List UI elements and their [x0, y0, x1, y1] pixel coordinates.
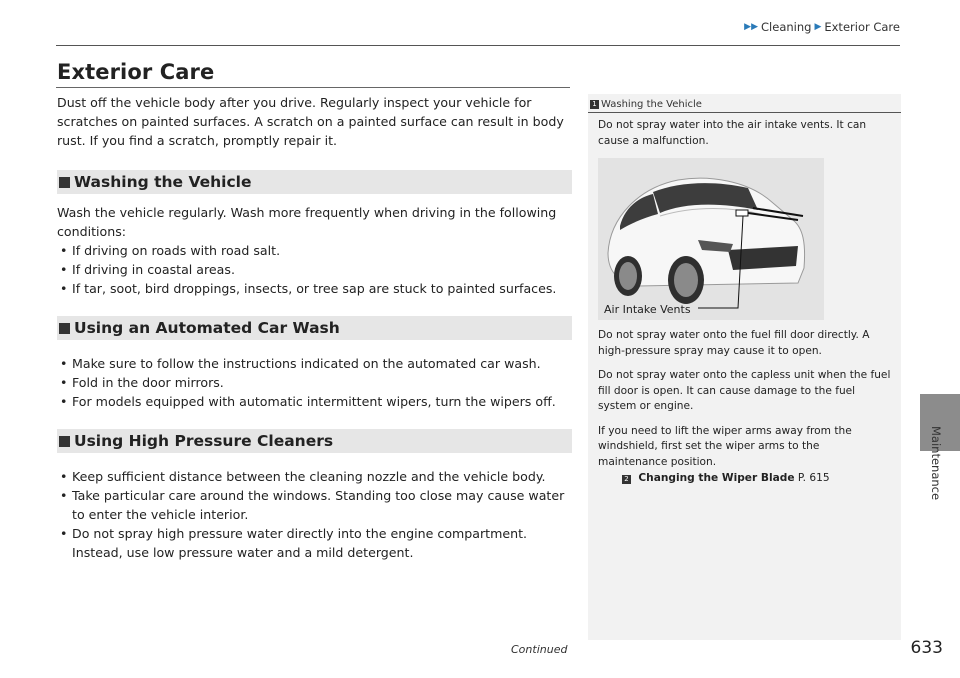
- main-content: [57, 93, 572, 562]
- car-icon: [598, 158, 824, 320]
- cross-reference[interactable]: [598, 471, 891, 486]
- breadcrumb-item-exterior-care[interactable]: Exterior Care: [824, 20, 900, 34]
- sidebar-paragraph: If you need to lift the wiper arms away from the windshield, first set the wiper arms to the maintenance position.: [598, 424, 852, 468]
- washing-list: [57, 241, 572, 298]
- breadcrumb-arrow-icon: ▶▶: [744, 22, 759, 32]
- square-bullet-icon: [59, 323, 70, 334]
- high-pressure-list: [57, 467, 572, 562]
- section-tab-label: Maintenance: [929, 426, 943, 501]
- list-item: • If tar, soot, bird droppings, insects, or tree sap are stuck to painted surfaces.: [57, 279, 572, 298]
- section-heading-text: Using an Automated Car Wash: [74, 319, 340, 337]
- sidebar-paragraph: Do not spray water onto the capless unit when the fuel fill door is open. It can cause damage to the fuel system or engine.: [598, 369, 891, 412]
- continued-label: Continued: [511, 643, 568, 656]
- square-bullet-icon: [59, 177, 70, 188]
- note-number-badge: 1: [590, 100, 599, 109]
- breadcrumb-item-cleaning[interactable]: Cleaning: [761, 20, 812, 34]
- page-title: Exterior Care: [57, 60, 215, 84]
- section-heading-high-pressure: [57, 429, 572, 453]
- list-item: • If driving in coastal areas.: [57, 260, 572, 279]
- sidebar-paragraph: Do not spray water onto the fuel fill door directly. A high-pressure spray may cause it to open.: [598, 329, 870, 357]
- image-label: Air Intake Vents: [604, 303, 691, 316]
- square-bullet-icon: [59, 436, 70, 447]
- xref-arrow-icon: 2: [622, 475, 631, 484]
- section-heading-text: Using High Pressure Cleaners: [74, 432, 334, 450]
- sidebar-note: [588, 94, 901, 640]
- list-item: • Keep sufficient distance between the cleaning nozzle and the vehicle body.: [57, 467, 572, 486]
- header-rule: [56, 45, 900, 46]
- sidebar-heading-text: Washing the Vehicle: [601, 98, 702, 110]
- section-heading-automated-wash: [57, 316, 572, 340]
- xref-link[interactable]: Changing the Wiper Blade: [638, 472, 795, 484]
- section-heading-text: Washing the Vehicle: [74, 173, 252, 191]
- section-tab-label-wrap: [927, 426, 943, 536]
- list-item: • Make sure to follow the instructions indicated on the automated car wash.: [57, 354, 572, 373]
- list-item: • Take particular care around the windows. Standing too close may cause water to enter the vehicle interior.: [57, 486, 572, 524]
- page-number: 633: [910, 638, 943, 658]
- sidebar-paragraph: Do not spray water into the air intake vents. It can cause a malfunction.: [598, 119, 867, 147]
- washing-paragraph: Wash the vehicle regularly. Wash more frequently when driving in the following conditions:: [57, 205, 557, 239]
- section-heading-washing: [57, 170, 572, 194]
- car-illustration: [598, 158, 824, 320]
- automated-wash-list: [57, 354, 572, 411]
- list-item: • Fold in the door mirrors.: [57, 373, 572, 392]
- list-item: • If driving on roads with road salt.: [57, 241, 572, 260]
- breadcrumb-arrow-icon: ▶: [814, 22, 822, 32]
- list-item: • Do not spray high pressure water directly into the engine compartment. Instead, use low pressure water and a mild detergent.: [57, 524, 572, 562]
- xref-page: P. 615: [797, 472, 830, 484]
- sidebar-heading: [588, 94, 901, 113]
- breadcrumb: [743, 20, 900, 34]
- list-item: • For models equipped with automatic intermittent wipers, turn the wipers off.: [57, 392, 572, 411]
- intro-paragraph: Dust off the vehicle body after you drive. Regularly inspect your vehicle for scratches on painted surfaces. A scratch on a painted surface can result in body rust. If you find a scratch, promptly repair it.: [57, 95, 564, 148]
- title-rule: [56, 87, 570, 88]
